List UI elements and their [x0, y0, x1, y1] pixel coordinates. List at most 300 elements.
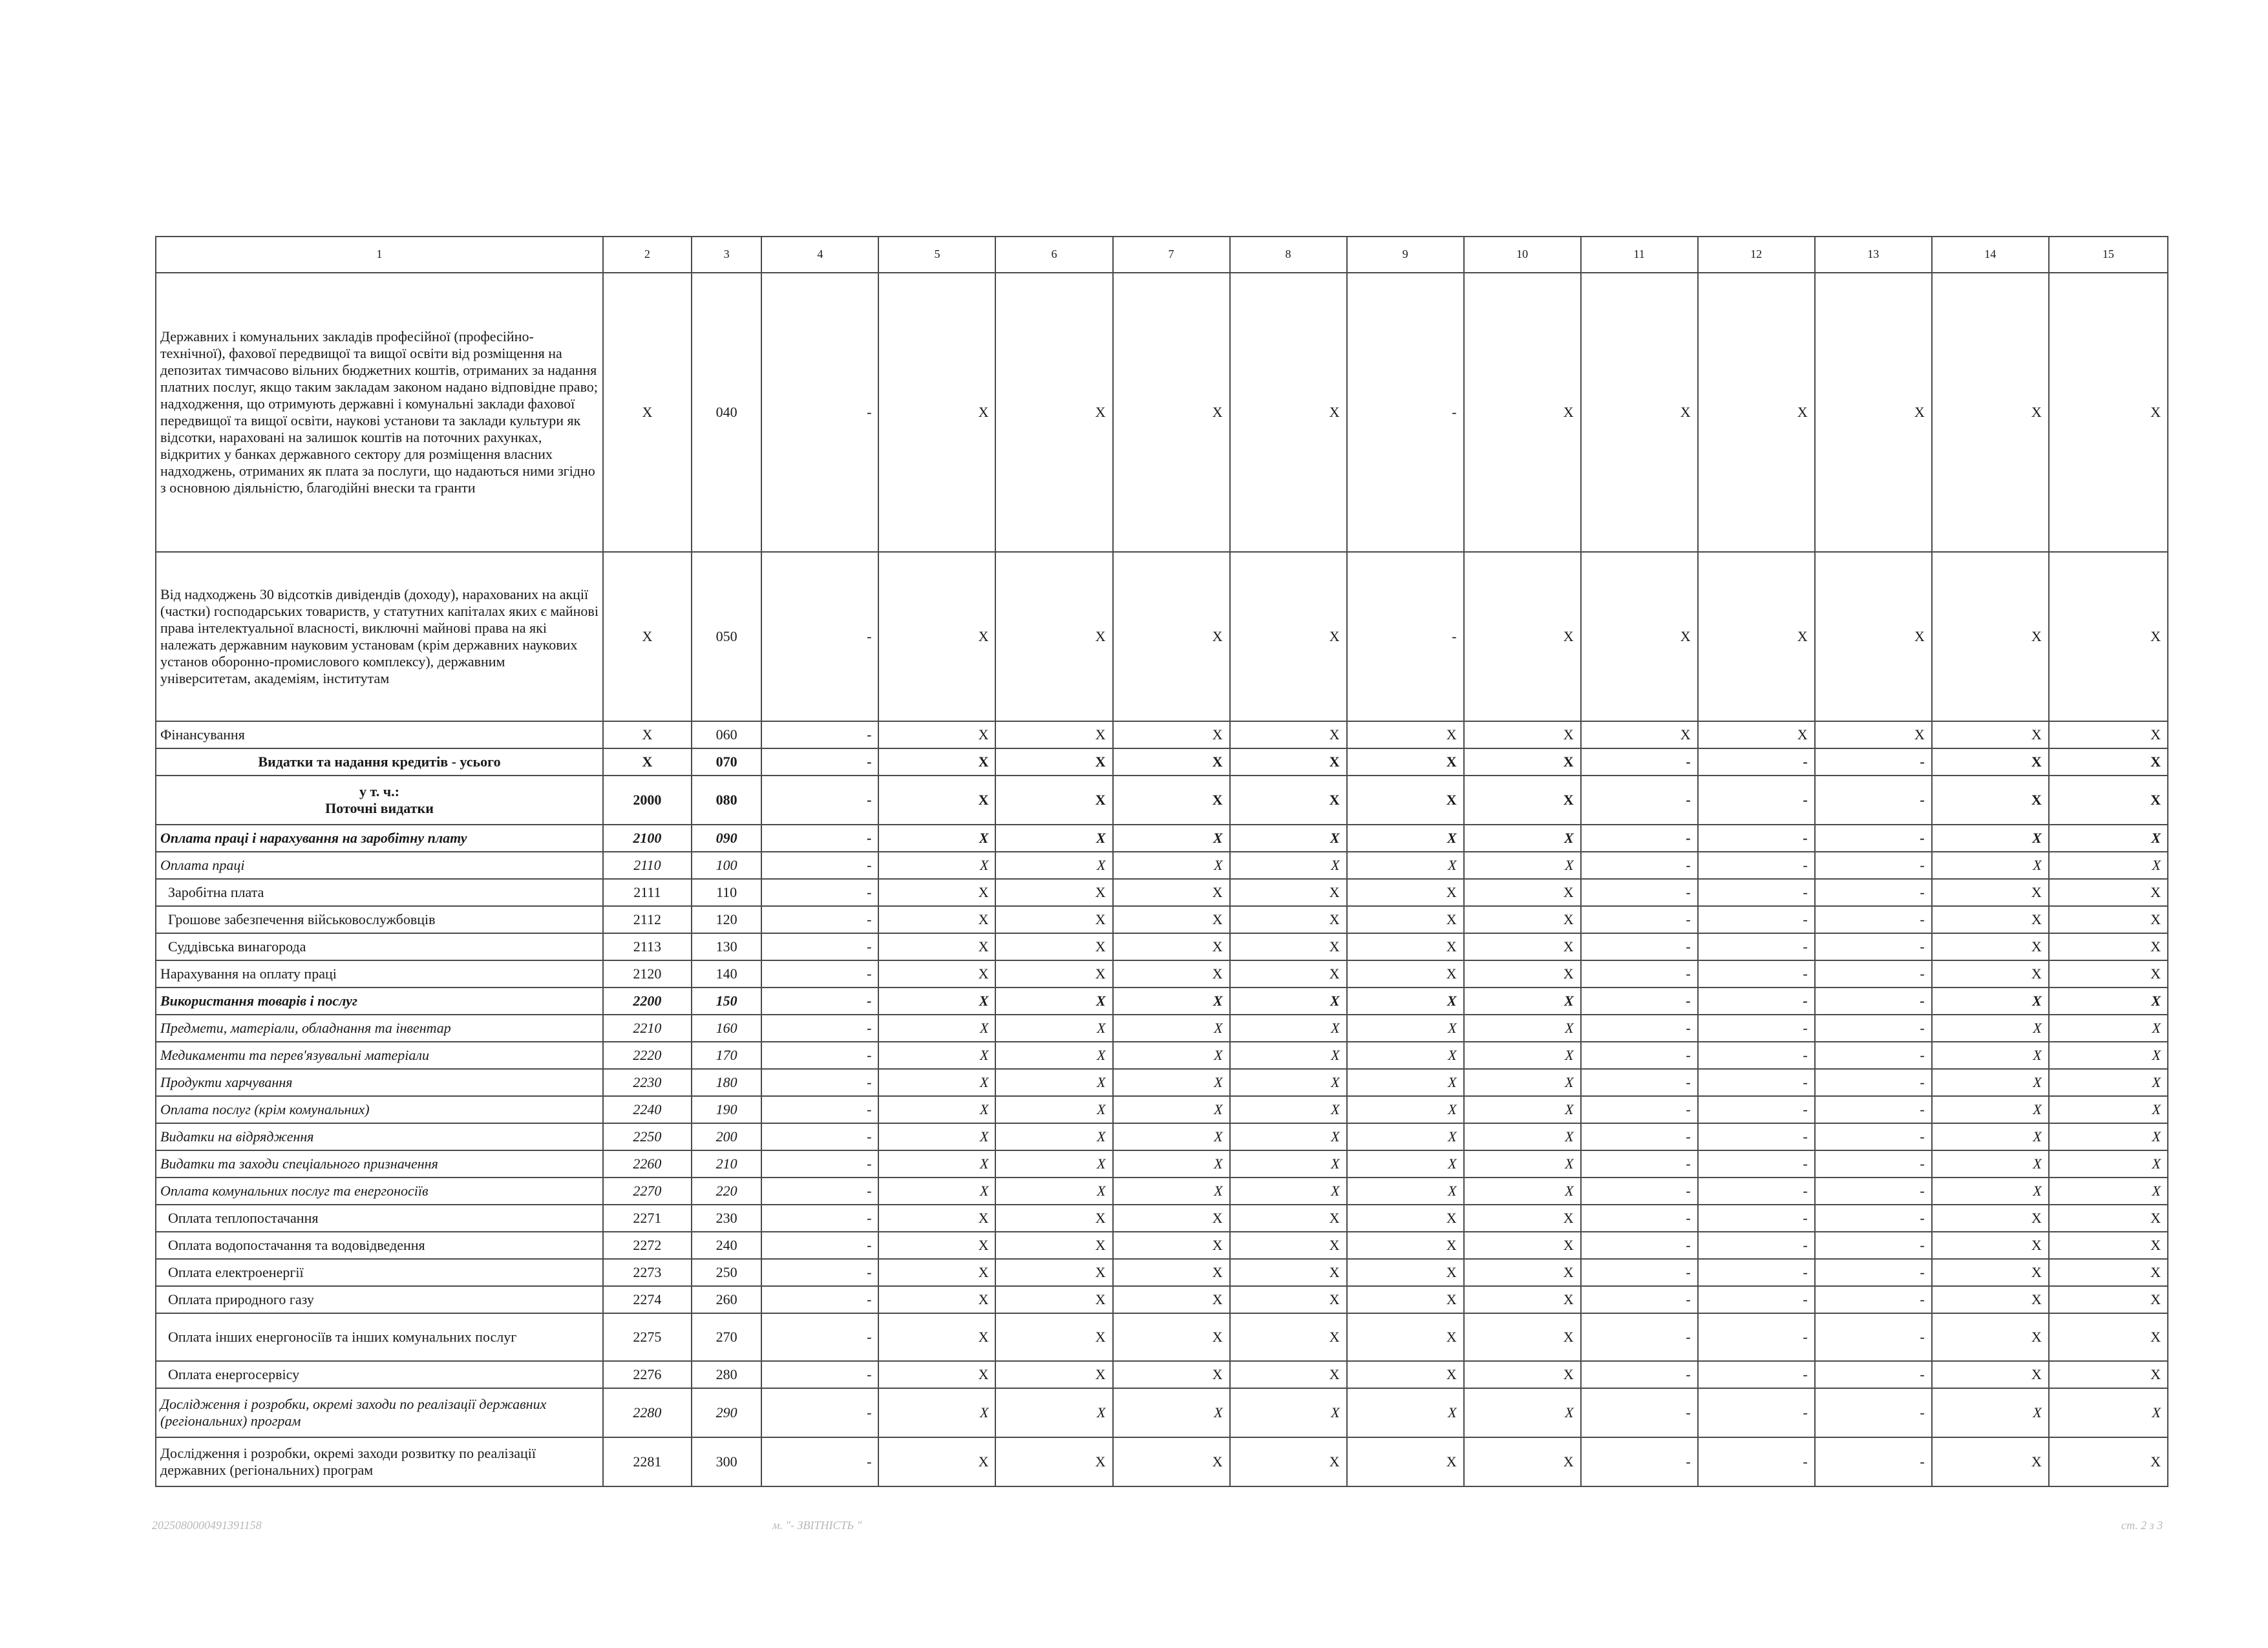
row-label-cell — [156, 960, 603, 988]
table-row — [156, 1286, 2168, 1313]
column-number-header: 2 — [603, 237, 692, 273]
table-body — [156, 237, 2168, 1486]
value-cell: - — [1815, 1232, 1932, 1259]
value-cell: X — [2049, 1286, 2168, 1313]
column-number-header: 9 — [1347, 237, 1464, 273]
value-cell: X — [995, 273, 1112, 552]
value-cell: - — [1581, 1015, 1698, 1042]
value-cell: - — [1581, 776, 1698, 825]
row-label-cell — [156, 1205, 603, 1232]
value-cell: X — [1581, 273, 1698, 552]
row-code-cell: 220 — [692, 1178, 762, 1205]
value-cell: - — [1815, 1313, 1932, 1361]
value-cell: - — [1698, 1178, 1815, 1205]
row-label: Дослідження і розробки, окремі заходи по реалізації державних (регіональних) програм — [160, 1396, 547, 1429]
kekv-code-cell: 2271 — [603, 1205, 692, 1232]
value-cell: X — [995, 721, 1112, 748]
row-label: Продукти харчування — [160, 1074, 293, 1091]
value-cell: - — [761, 1205, 878, 1232]
value-cell: X — [995, 1286, 1112, 1313]
row-label: Суддівська винагорода — [168, 938, 306, 955]
value-cell: X — [1932, 988, 2049, 1015]
value-cell: X — [878, 1096, 995, 1123]
value-cell: - — [1347, 273, 1464, 552]
value-cell: X — [995, 960, 1112, 988]
value-cell: X — [878, 1042, 995, 1069]
value-cell: - — [761, 1015, 878, 1042]
value-cell: - — [761, 1313, 878, 1361]
table-row — [156, 1015, 2168, 1042]
column-number-header: 13 — [1815, 237, 1932, 273]
value-cell: - — [1698, 933, 1815, 960]
value-cell: - — [1698, 1205, 1815, 1232]
value-cell: X — [1464, 960, 1581, 988]
row-label: Оплата праці — [160, 857, 245, 874]
value-cell: - — [1815, 1042, 1932, 1069]
value-cell: - — [1815, 879, 1932, 906]
row-label-cell — [156, 1361, 603, 1388]
column-number-header: 5 — [878, 237, 995, 273]
value-cell: X — [1464, 879, 1581, 906]
document-label-footer: м. "- ЗВІТНІСТЬ " — [772, 1519, 862, 1532]
row-code-cell: 230 — [692, 1205, 762, 1232]
table-row — [156, 748, 2168, 776]
value-cell: - — [1698, 906, 1815, 933]
value-cell: X — [878, 1232, 995, 1259]
value-cell: X — [995, 906, 1112, 933]
value-cell: - — [761, 1178, 878, 1205]
value-cell: X — [878, 1123, 995, 1150]
value-cell: X — [1932, 1259, 2049, 1286]
value-cell: X — [2049, 552, 2168, 721]
value-cell: X — [1932, 906, 2049, 933]
row-label: Фінансування — [160, 726, 245, 743]
value-cell: X — [1347, 1150, 1464, 1178]
row-label: Дослідження і розробки, окремі заходи розвитку по реалізації державних (регіональних) програм — [160, 1445, 536, 1478]
value-cell: X — [2049, 852, 2168, 879]
value-cell: X — [878, 852, 995, 879]
value-cell: X — [878, 960, 995, 988]
value-cell: X — [1698, 721, 1815, 748]
value-cell: X — [2049, 1232, 2168, 1259]
value-cell: X — [2049, 1388, 2168, 1437]
row-code-cell: 160 — [692, 1015, 762, 1042]
row-label-cell — [156, 852, 603, 879]
row-label-cell — [156, 748, 603, 776]
value-cell: X — [995, 852, 1112, 879]
row-label: Нарахування на оплату праці — [160, 966, 337, 982]
kekv-code-cell: 2281 — [603, 1437, 692, 1486]
value-cell: X — [995, 825, 1112, 852]
kekv-code-cell: 2273 — [603, 1259, 692, 1286]
value-cell: X — [878, 1015, 995, 1042]
value-cell: X — [1113, 933, 1230, 960]
kekv-code-cell: 2230 — [603, 1069, 692, 1096]
value-cell: X — [1932, 960, 2049, 988]
row-label-cell — [156, 933, 603, 960]
value-cell: X — [1113, 1096, 1230, 1123]
value-cell: - — [1698, 1123, 1815, 1150]
table-row — [156, 825, 2168, 852]
value-cell: - — [1698, 1313, 1815, 1361]
value-cell: - — [761, 1069, 878, 1096]
value-cell: X — [1464, 852, 1581, 879]
value-cell: - — [1698, 1437, 1815, 1486]
value-cell: X — [1113, 1015, 1230, 1042]
row-label: Оплата електроенергії — [168, 1264, 304, 1281]
value-cell: X — [995, 552, 1112, 721]
value-cell: X — [878, 1259, 995, 1286]
table-row — [156, 988, 2168, 1015]
kekv-code-cell: X — [603, 552, 692, 721]
value-cell: - — [1815, 1388, 1932, 1437]
value-cell: - — [761, 825, 878, 852]
value-cell: X — [878, 825, 995, 852]
value-cell: - — [1815, 906, 1932, 933]
value-cell: X — [1932, 1388, 2049, 1437]
value-cell: X — [878, 1178, 995, 1205]
column-number-header: 3 — [692, 237, 762, 273]
row-label: Медикаменти та перев'язувальні матеріали — [160, 1047, 430, 1064]
value-cell: X — [878, 1286, 995, 1313]
value-cell: - — [1581, 1437, 1698, 1486]
value-cell: X — [1230, 1069, 1347, 1096]
value-cell: X — [1230, 879, 1347, 906]
value-cell: X — [1464, 988, 1581, 1015]
value-cell: - — [1581, 825, 1698, 852]
value-cell: X — [1347, 906, 1464, 933]
value-cell: - — [1581, 852, 1698, 879]
value-cell: - — [761, 1232, 878, 1259]
kekv-code-cell: 2113 — [603, 933, 692, 960]
value-cell: X — [1932, 748, 2049, 776]
value-cell: X — [2049, 776, 2168, 825]
value-cell: - — [1815, 748, 1932, 776]
value-cell: X — [878, 933, 995, 960]
value-cell: - — [1815, 825, 1932, 852]
value-cell: X — [1113, 906, 1230, 933]
row-label-cell — [156, 1437, 603, 1486]
value-cell: X — [995, 988, 1112, 1015]
row-label-cell — [156, 1286, 603, 1313]
value-cell: X — [1347, 1259, 1464, 1286]
value-cell: X — [1113, 1178, 1230, 1205]
value-cell: X — [995, 1205, 1112, 1232]
value-cell: - — [761, 1259, 878, 1286]
value-cell: X — [1464, 1388, 1581, 1437]
value-cell: X — [878, 1313, 995, 1361]
column-number-header: 4 — [761, 237, 878, 273]
value-cell: - — [1698, 960, 1815, 988]
value-cell: X — [995, 1232, 1112, 1259]
table-row — [156, 1437, 2168, 1486]
table-row — [156, 776, 2168, 825]
value-cell: X — [1464, 1096, 1581, 1123]
value-cell: X — [1113, 988, 1230, 1015]
value-cell: X — [1230, 1286, 1347, 1313]
value-cell: X — [995, 1123, 1112, 1150]
value-cell: X — [1347, 1123, 1464, 1150]
value-cell: - — [1581, 1259, 1698, 1286]
value-cell: - — [1815, 1437, 1932, 1486]
value-cell: X — [1347, 1096, 1464, 1123]
value-cell: X — [1113, 879, 1230, 906]
value-cell: X — [995, 748, 1112, 776]
value-cell: X — [1932, 273, 2049, 552]
value-cell: X — [878, 1437, 995, 1486]
row-code-cell: 130 — [692, 933, 762, 960]
value-cell: X — [1464, 1015, 1581, 1042]
value-cell: X — [1230, 825, 1347, 852]
value-cell: - — [1581, 1178, 1698, 1205]
value-cell: X — [2049, 1069, 2168, 1096]
row-label: Державних і комунальних закладів професійної (професійно-технічної), фахової передвищої та вищої освіти від розміщення на депозитах тимчасово вільних бюджетних коштів, отриманих за надання платних послуг, якщо таким закладам законом надано відповідне право; надходження, що отримують державні і комунальні заклади фахової передвищої та вищої освіти, наукові установи та заклади культури як відсотки, нараховані на залишок коштів на поточних рахунках, відкритих у банках державного сектору для розміщення власних надходжень, отриманих як плата за послуги, що надаються ними згідно з основною діяльністю, благодійні внески та гранти — [160, 328, 598, 496]
table-row — [156, 552, 2168, 721]
value-cell: X — [995, 1388, 1112, 1437]
row-code-cell: 240 — [692, 1232, 762, 1259]
value-cell: X — [878, 273, 995, 552]
value-cell: X — [1230, 1150, 1347, 1178]
value-cell: - — [1581, 1042, 1698, 1069]
value-cell: X — [1464, 906, 1581, 933]
value-cell: X — [878, 1388, 995, 1437]
value-cell: - — [761, 552, 878, 721]
table-row — [156, 273, 2168, 552]
value-cell: X — [2049, 748, 2168, 776]
value-cell: - — [1698, 1388, 1815, 1437]
value-cell: X — [1464, 1232, 1581, 1259]
row-label-cell — [156, 1313, 603, 1361]
value-cell: X — [995, 879, 1112, 906]
value-cell: X — [1347, 879, 1464, 906]
value-cell: - — [1581, 1069, 1698, 1096]
value-cell: X — [1113, 852, 1230, 879]
value-cell: X — [1932, 1042, 2049, 1069]
kekv-code-cell: 2112 — [603, 906, 692, 933]
value-cell: - — [761, 1286, 878, 1313]
value-cell: - — [1698, 1096, 1815, 1123]
value-cell: X — [1347, 776, 1464, 825]
value-cell: - — [1815, 1069, 1932, 1096]
value-cell: X — [1347, 1069, 1464, 1096]
value-cell: X — [1932, 1015, 2049, 1042]
value-cell: - — [761, 933, 878, 960]
kekv-code-cell: 2270 — [603, 1178, 692, 1205]
value-cell: X — [1347, 1178, 1464, 1205]
value-cell: - — [1815, 1096, 1932, 1123]
value-cell: X — [1932, 721, 2049, 748]
value-cell: X — [995, 1069, 1112, 1096]
value-cell: X — [2049, 273, 2168, 552]
value-cell: - — [1698, 1259, 1815, 1286]
value-cell: - — [761, 906, 878, 933]
value-cell: X — [2049, 825, 2168, 852]
kekv-code-cell: 2274 — [603, 1286, 692, 1313]
value-cell: - — [1815, 1015, 1932, 1042]
value-cell: X — [1347, 933, 1464, 960]
value-cell: X — [1113, 960, 1230, 988]
value-cell: X — [1464, 1437, 1581, 1486]
row-label: Видатки на відрядження — [160, 1128, 314, 1145]
row-label-cell — [156, 1178, 603, 1205]
row-label-cell — [156, 1042, 603, 1069]
table-row — [156, 879, 2168, 906]
column-number-header: 15 — [2049, 237, 2168, 273]
value-cell: X — [1113, 1232, 1230, 1259]
table-row — [156, 906, 2168, 933]
value-cell: X — [2049, 1259, 2168, 1286]
value-cell: X — [1230, 776, 1347, 825]
value-cell: X — [1113, 1388, 1230, 1437]
table-row — [156, 960, 2168, 988]
value-cell: - — [1581, 988, 1698, 1015]
row-code-cell: 300 — [692, 1437, 762, 1486]
value-cell: X — [995, 933, 1112, 960]
value-cell: - — [1698, 988, 1815, 1015]
kekv-code-cell: 2200 — [603, 988, 692, 1015]
value-cell: X — [1464, 1259, 1581, 1286]
row-label: Оплата послуг (крім комунальних) — [160, 1101, 370, 1118]
row-label-cell — [156, 1388, 603, 1437]
row-label-cell — [156, 988, 603, 1015]
kekv-code-cell: X — [603, 721, 692, 748]
value-cell: X — [1113, 1313, 1230, 1361]
value-cell: X — [1113, 552, 1230, 721]
value-cell: - — [1581, 1150, 1698, 1178]
value-cell: X — [1932, 1178, 2049, 1205]
value-cell: X — [1464, 1150, 1581, 1178]
value-cell: X — [1347, 1015, 1464, 1042]
value-cell: X — [1113, 721, 1230, 748]
row-code-cell: 080 — [692, 776, 762, 825]
value-cell: X — [1932, 1150, 2049, 1178]
value-cell: X — [1230, 1361, 1347, 1388]
kekv-code-cell: 2272 — [603, 1232, 692, 1259]
value-cell: X — [2049, 960, 2168, 988]
row-label-cell — [156, 1232, 603, 1259]
kekv-code-cell: 2100 — [603, 825, 692, 852]
value-cell: X — [995, 1178, 1112, 1205]
value-cell: - — [1581, 1313, 1698, 1361]
value-cell: X — [1815, 552, 1932, 721]
value-cell: X — [1932, 1069, 2049, 1096]
value-cell: - — [1698, 1150, 1815, 1178]
value-cell: X — [995, 1015, 1112, 1042]
value-cell: X — [1347, 721, 1464, 748]
value-cell: - — [1698, 1042, 1815, 1069]
value-cell: X — [2049, 1015, 2168, 1042]
table-row — [156, 1178, 2168, 1205]
row-code-cell: 150 — [692, 988, 762, 1015]
value-cell: - — [1698, 1361, 1815, 1388]
row-label: Оплата енергосервісу — [168, 1366, 300, 1383]
column-number-header: 6 — [995, 237, 1112, 273]
value-cell: X — [1113, 1150, 1230, 1178]
row-code-cell: 140 — [692, 960, 762, 988]
row-label-cell — [156, 1069, 603, 1096]
value-cell: X — [1230, 1388, 1347, 1437]
value-cell: - — [761, 1096, 878, 1123]
value-cell: X — [2049, 1313, 2168, 1361]
value-cell: X — [1230, 552, 1347, 721]
row-label-cell — [156, 273, 603, 552]
value-cell: X — [1464, 552, 1581, 721]
kekv-code-cell: 2111 — [603, 879, 692, 906]
kekv-code-cell: 2120 — [603, 960, 692, 988]
value-cell: X — [1815, 721, 1932, 748]
value-cell: X — [2049, 1178, 2168, 1205]
value-cell: X — [1113, 1205, 1230, 1232]
value-cell: X — [2049, 1361, 2168, 1388]
value-cell: - — [761, 1042, 878, 1069]
value-cell: - — [761, 1361, 878, 1388]
value-cell: X — [1932, 1286, 2049, 1313]
row-code-cell: 050 — [692, 552, 762, 721]
value-cell: X — [1464, 1205, 1581, 1232]
value-cell: X — [2049, 1123, 2168, 1150]
kekv-code-cell: 2240 — [603, 1096, 692, 1123]
row-code-cell: 200 — [692, 1123, 762, 1150]
value-cell: - — [1581, 960, 1698, 988]
value-cell: X — [1230, 1096, 1347, 1123]
value-cell: - — [761, 960, 878, 988]
row-label: Від надходжень 30 відсотків дивідендів (доходу), нарахованих на акції (частки) господарських товариств, у статутних капіталах яких є майнові права інтелектуальної власності, виключні майнові права на які належать державним науковим установам (крім державних наукових установ оборонно-промислового комплексу), державним університетам, академіям, інститутам — [160, 586, 599, 686]
value-cell: X — [1113, 1259, 1230, 1286]
value-cell: X — [1230, 1313, 1347, 1361]
value-cell: - — [1698, 852, 1815, 879]
value-cell: - — [1581, 1205, 1698, 1232]
kekv-code-cell: X — [603, 273, 692, 552]
row-label: Оплата інших енергоносіїв та інших комунальних послуг — [168, 1329, 517, 1346]
value-cell: - — [1581, 1096, 1698, 1123]
row-label-cell — [156, 1123, 603, 1150]
value-cell: X — [1698, 552, 1815, 721]
value-cell: X — [1581, 721, 1698, 748]
value-cell: X — [1464, 1069, 1581, 1096]
value-cell: X — [1932, 1123, 2049, 1150]
value-cell: - — [761, 1437, 878, 1486]
value-cell: - — [1581, 879, 1698, 906]
value-cell: X — [1113, 1437, 1230, 1486]
value-cell: - — [1581, 748, 1698, 776]
row-label-cell — [156, 906, 603, 933]
value-cell: X — [1230, 933, 1347, 960]
value-cell: X — [2049, 1205, 2168, 1232]
kekv-code-cell: 2220 — [603, 1042, 692, 1069]
row-label-cell — [156, 1015, 603, 1042]
kekv-code-cell: 2275 — [603, 1313, 692, 1361]
value-cell: X — [1347, 1313, 1464, 1361]
row-code-cell: 110 — [692, 879, 762, 906]
value-cell: - — [1698, 879, 1815, 906]
row-label-cell — [156, 721, 603, 748]
value-cell: X — [1464, 1123, 1581, 1150]
table-row — [156, 721, 2168, 748]
row-code-cell: 060 — [692, 721, 762, 748]
value-cell: - — [1815, 1286, 1932, 1313]
value-cell: - — [761, 721, 878, 748]
table-row — [156, 1232, 2168, 1259]
value-cell: - — [1815, 1361, 1932, 1388]
value-cell: - — [1815, 1178, 1932, 1205]
row-code-cell: 190 — [692, 1096, 762, 1123]
value-cell: - — [761, 1150, 878, 1178]
value-cell: X — [1347, 1232, 1464, 1259]
kekv-code-cell: 2280 — [603, 1388, 692, 1437]
value-cell: X — [1932, 852, 2049, 879]
value-cell: - — [1815, 1205, 1932, 1232]
value-cell: X — [878, 721, 995, 748]
